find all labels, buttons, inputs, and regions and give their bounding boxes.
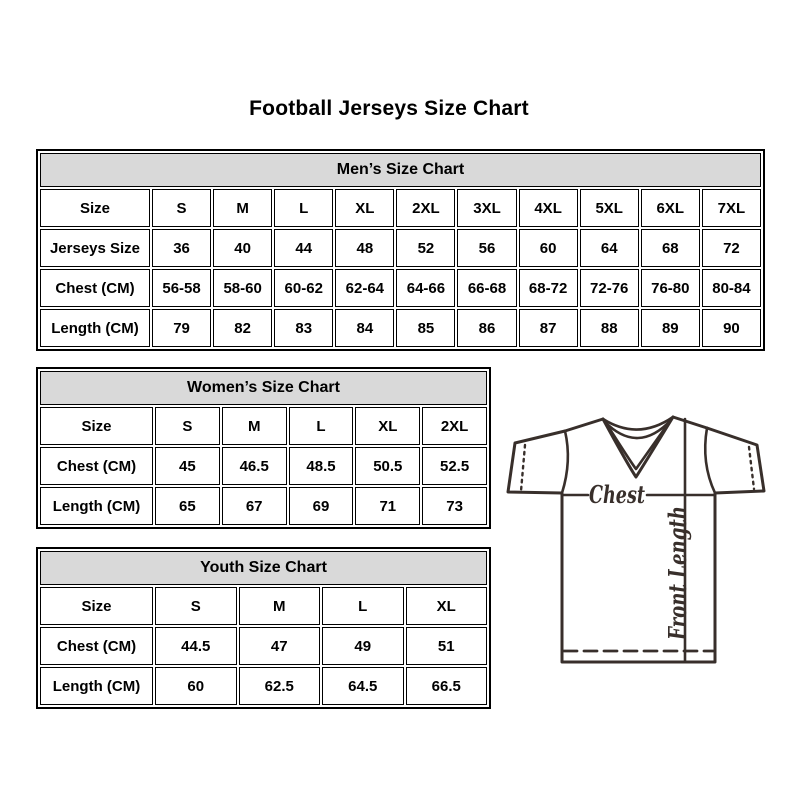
jersey-body-outline bbox=[562, 462, 715, 662]
table-cell: M bbox=[222, 407, 287, 445]
jersey-right-sleeve bbox=[707, 428, 764, 493]
jersey-right-cuff-stitch bbox=[749, 447, 754, 489]
table-cell: M bbox=[213, 189, 272, 227]
table-cell: 3XL bbox=[457, 189, 516, 227]
table-cell: 4XL bbox=[519, 189, 578, 227]
jersey-diagram-svg bbox=[500, 413, 790, 675]
table-cell: 64-66 bbox=[396, 269, 455, 307]
table-cell: 64.5 bbox=[322, 667, 404, 705]
table-cell: 85 bbox=[396, 309, 455, 347]
table-cell: 60 bbox=[155, 667, 237, 705]
table-cell: 6XL bbox=[641, 189, 700, 227]
table-cell: S bbox=[155, 407, 220, 445]
table-cell: 56-58 bbox=[152, 269, 211, 307]
table-cell: 60 bbox=[519, 229, 578, 267]
table-cell: 68 bbox=[641, 229, 700, 267]
womens-table-title: Women’s Size Chart bbox=[40, 371, 487, 405]
table-cell: 52.5 bbox=[422, 447, 487, 485]
jersey-measurement-diagram bbox=[500, 413, 790, 675]
table-cell: 76-80 bbox=[641, 269, 700, 307]
table-cell: 2XL bbox=[422, 407, 487, 445]
jersey-left-shoulder bbox=[565, 419, 603, 431]
table-row bbox=[40, 407, 487, 445]
table-cell: 36 bbox=[152, 229, 211, 267]
table-cell: 62.5 bbox=[239, 667, 321, 705]
womens-size-table bbox=[36, 367, 491, 529]
table-cell: 44.5 bbox=[155, 627, 237, 665]
table-row bbox=[40, 189, 761, 227]
table-cell: 72 bbox=[702, 229, 761, 267]
row-label: Size bbox=[40, 407, 153, 445]
table-cell: 68-72 bbox=[519, 269, 578, 307]
table-header-row bbox=[40, 371, 487, 405]
table-cell: 64 bbox=[580, 229, 639, 267]
table-row bbox=[40, 627, 487, 665]
table-row bbox=[40, 447, 487, 485]
youth-size-table bbox=[36, 547, 491, 709]
table-cell: 82 bbox=[213, 309, 272, 347]
table-cell: 86 bbox=[457, 309, 516, 347]
row-label: Size bbox=[40, 189, 150, 227]
table-cell: 7XL bbox=[702, 189, 761, 227]
table-cell: 84 bbox=[335, 309, 394, 347]
table-cell: 79 bbox=[152, 309, 211, 347]
table-cell: 62-64 bbox=[335, 269, 394, 307]
table-cell: XL bbox=[406, 587, 488, 625]
chest-label: Chest bbox=[589, 480, 645, 509]
table-row bbox=[40, 487, 487, 525]
table-cell: 45 bbox=[155, 447, 220, 485]
youth-table-title: Youth Size Chart bbox=[40, 551, 487, 585]
row-label: Length (CM) bbox=[40, 667, 153, 705]
table-cell: 88 bbox=[580, 309, 639, 347]
row-label: Length (CM) bbox=[40, 309, 150, 347]
table-cell: 87 bbox=[519, 309, 578, 347]
table-cell: 66-68 bbox=[457, 269, 516, 307]
table-cell: 71 bbox=[355, 487, 420, 525]
table-cell: 48 bbox=[335, 229, 394, 267]
row-label: Chest (CM) bbox=[40, 269, 150, 307]
table-row bbox=[40, 587, 487, 625]
table-header-row bbox=[40, 551, 487, 585]
table-row bbox=[40, 229, 761, 267]
table-header-row bbox=[40, 153, 761, 187]
table-cell: 51 bbox=[406, 627, 488, 665]
table-cell: 5XL bbox=[580, 189, 639, 227]
mens-size-table bbox=[36, 149, 765, 351]
table-cell: S bbox=[155, 587, 237, 625]
row-label: Size bbox=[40, 587, 153, 625]
table-cell: S bbox=[152, 189, 211, 227]
youth-size-chart-section bbox=[36, 547, 491, 709]
table-cell: 67 bbox=[222, 487, 287, 525]
table-cell: 49 bbox=[322, 627, 404, 665]
table-row bbox=[40, 309, 761, 347]
table-cell: XL bbox=[355, 407, 420, 445]
table-row bbox=[40, 269, 761, 307]
table-cell: 72-76 bbox=[580, 269, 639, 307]
table-cell: 80-84 bbox=[702, 269, 761, 307]
table-cell: 2XL bbox=[396, 189, 455, 227]
mens-table-title: Men’s Size Chart bbox=[40, 153, 761, 187]
page-title: Football Jerseys Size Chart bbox=[249, 97, 529, 120]
table-cell: 48.5 bbox=[289, 447, 354, 485]
mens-size-chart-section bbox=[36, 149, 765, 351]
jersey-right-sleeve-seam bbox=[705, 428, 715, 493]
table-cell: 90 bbox=[702, 309, 761, 347]
jersey-right-shoulder bbox=[673, 417, 707, 428]
table-row bbox=[40, 667, 487, 705]
table-cell: 69 bbox=[289, 487, 354, 525]
table-cell: L bbox=[274, 189, 333, 227]
table-cell: 66.5 bbox=[406, 667, 488, 705]
row-label: Jerseys Size bbox=[40, 229, 150, 267]
table-cell: 83 bbox=[274, 309, 333, 347]
table-cell: 44 bbox=[274, 229, 333, 267]
table-cell: 58-60 bbox=[213, 269, 272, 307]
table-cell: 47 bbox=[239, 627, 321, 665]
table-cell: XL bbox=[335, 189, 394, 227]
table-cell: 40 bbox=[213, 229, 272, 267]
table-cell: M bbox=[239, 587, 321, 625]
table-cell: 50.5 bbox=[355, 447, 420, 485]
table-cell: 56 bbox=[457, 229, 516, 267]
table-cell: 65 bbox=[155, 487, 220, 525]
womens-size-chart-section bbox=[36, 367, 491, 529]
table-cell: L bbox=[289, 407, 354, 445]
row-label: Length (CM) bbox=[40, 487, 153, 525]
table-cell: 60-62 bbox=[274, 269, 333, 307]
table-cell: 89 bbox=[641, 309, 700, 347]
row-label: Chest (CM) bbox=[40, 447, 153, 485]
table-cell: L bbox=[322, 587, 404, 625]
jersey-left-sleeve-seam bbox=[562, 431, 568, 493]
row-label: Chest (CM) bbox=[40, 627, 153, 665]
table-cell: 52 bbox=[396, 229, 455, 267]
jersey-left-sleeve bbox=[508, 431, 565, 493]
front-length-label: Front Length bbox=[663, 462, 692, 640]
table-cell: 46.5 bbox=[222, 447, 287, 485]
jersey-left-cuff-stitch bbox=[521, 445, 525, 491]
table-cell: 73 bbox=[422, 487, 487, 525]
